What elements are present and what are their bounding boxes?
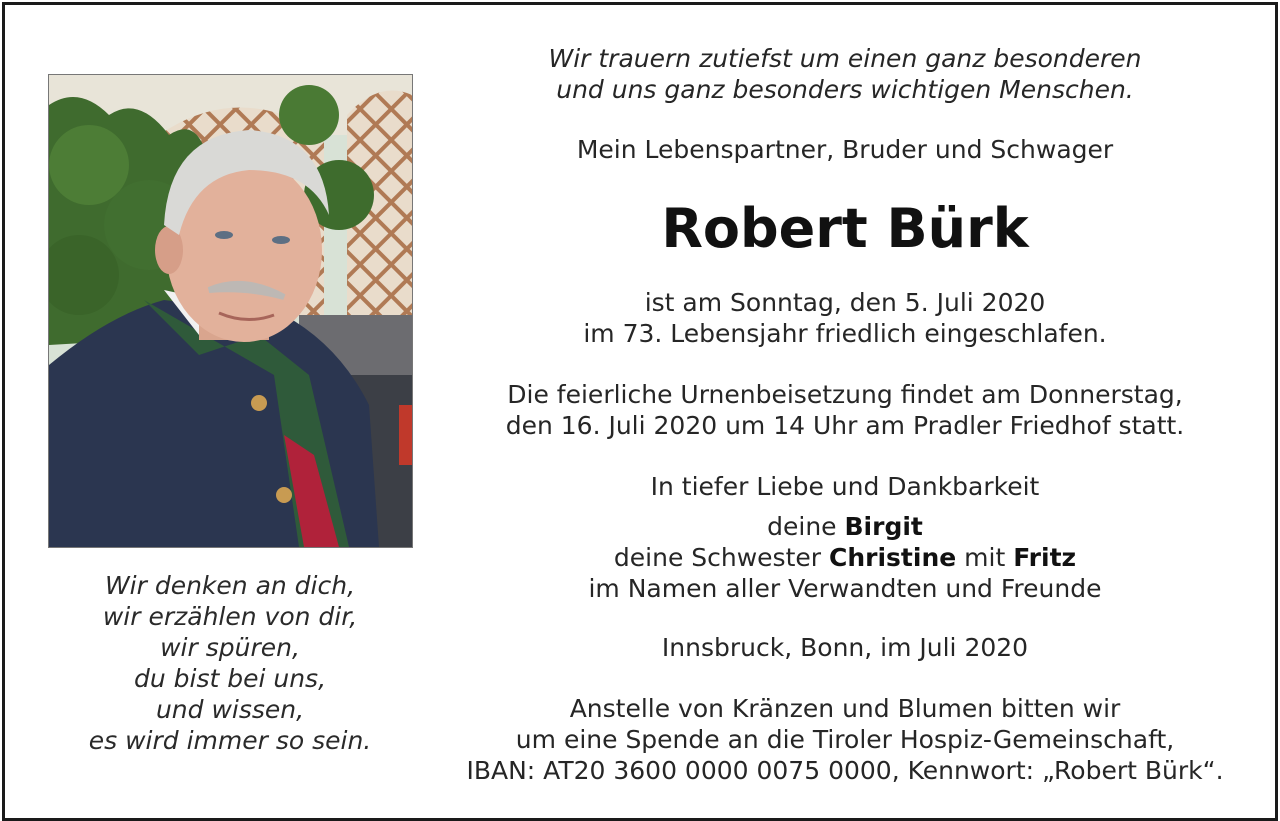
thanks-line: In tiefer Liebe und Dankbarkeit [650,472,1040,501]
intro-text [435,43,1255,105]
mourners-list [435,511,1255,604]
intro-line: Wir trauern zutiefst um einen ganz besonderen [548,44,1142,73]
place-date: Innsbruck, Bonn, im Juli 2020 [661,633,1029,662]
death-announcement [435,287,1255,349]
poem-line: wir erzählen von dir, [102,602,358,631]
donation-line: Anstelle von Kränzen und Blumen bitten wir [569,694,1121,723]
obituary-notice [2,2,1278,821]
funeral-info [435,379,1255,441]
funeral-line: Die feierliche Urnenbeisetzung findet am Donnerstag, [507,380,1183,409]
donation-request [435,693,1255,786]
brother-in-law-name: Fritz [1013,543,1077,572]
donation-line: IBAN: AT20 3600 0000 0075 0000, Kennwort: „Robert Bürk“. [466,756,1224,785]
mourner-partner-line [435,511,1255,542]
poem-line: Wir denken an dich, [104,571,356,600]
poem [35,570,425,756]
mourner-prefix: deine [767,512,845,541]
sister-name: Christine [829,543,957,572]
poem-line: und wissen, [155,695,305,724]
mourner-prefix: deine Schwester [613,543,829,572]
donation-line: um eine Spende an die Tiroler Hospiz-Gemeinschaft, [515,725,1175,754]
intro-line: und uns ganz besonders wichtigen Menschen. [556,75,1134,104]
poem-line: du bist bei uns, [133,664,327,693]
deceased-name: Robert Bürk [661,197,1029,260]
portrait-photo [48,74,413,548]
partner-name: Birgit [844,512,923,541]
poem-line: wir spüren, [160,633,300,662]
poem-line: es wird immer so sein. [88,726,372,755]
death-line: im 73. Lebensjahr friedlich eingeschlafen. [583,319,1107,348]
mourner-connector: mit [956,543,1014,572]
relation-text: Mein Lebenspartner, Bruder und Schwager [576,135,1114,164]
death-line: ist am Sonntag, den 5. Juli 2020 [644,288,1046,317]
mourner-sister-line [435,542,1255,573]
mourner-relatives-line: im Namen aller Verwandten und Freunde [588,574,1102,603]
funeral-line: den 16. Juli 2020 um 14 Uhr am Pradler Friedhof statt. [505,411,1185,440]
